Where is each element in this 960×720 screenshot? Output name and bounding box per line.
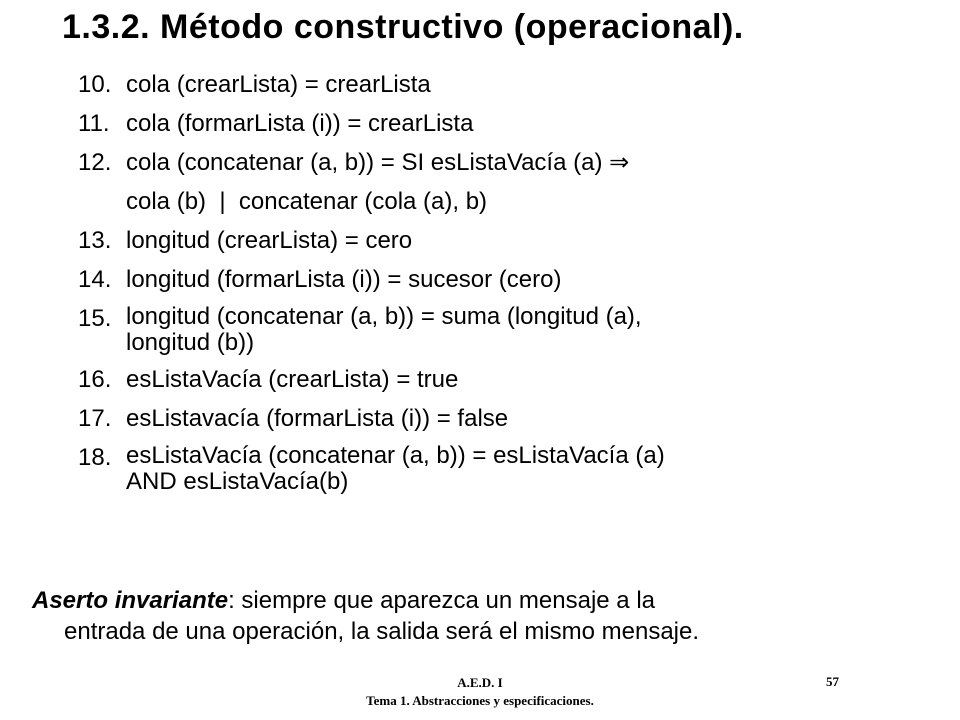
rule-text: cola (formarLista (i)) = crearLista: [126, 110, 474, 137]
aserto-line1: siempre que aparezca un mensaje a la: [234, 587, 655, 614]
rules-list: [78, 70, 938, 504]
rule-text: cola (concatenar (a, b)) = SI esListaVacía (a) ⇒: [126, 149, 630, 176]
rule-15: [78, 304, 938, 356]
rule-number: 12.: [78, 149, 112, 176]
rule-number: 13.: [78, 227, 112, 254]
rule-18: [78, 443, 938, 495]
rule-number: 17.: [78, 405, 112, 432]
rule-11: [78, 109, 938, 139]
rule-13: [78, 226, 938, 256]
rule-text: [126, 443, 938, 495]
rule-text-line: AND esListaVacía(b): [126, 468, 349, 495]
rule-text-line: longitud (b)): [126, 329, 255, 356]
aserto-colon: :: [228, 587, 235, 614]
rule-17: [78, 404, 938, 434]
rule-14: [78, 265, 938, 295]
rule-number: 14.: [78, 266, 112, 293]
footer-course: A.E.D. I: [457, 675, 503, 690]
footer: [300, 674, 660, 710]
rule-number: 18.: [78, 444, 112, 471]
slide-title: 1.3.2. Método constructivo (operacional).: [62, 8, 744, 46]
aserto-line2: entrada de una operación, la salida será el mismo mensaje.: [64, 618, 700, 645]
rule-number: 10.: [78, 71, 112, 98]
rule-text-line: esListaVacía (concatenar (a, b)) = esListaVacía (a): [126, 442, 665, 469]
rule-number: 15.: [78, 305, 112, 332]
rule-text: esListavacía (formarLista (i)) = false: [126, 405, 509, 432]
rule-text: esListaVacía (crearLista) = true: [126, 366, 459, 393]
aserto-label: Aserto invariante: [32, 587, 229, 614]
rule-text: longitud (crearLista) = cero: [126, 227, 413, 254]
rule-text: longitud (formarLista (i)) = sucesor (cero): [126, 266, 562, 293]
rule-text-line: longitud (concatenar (a, b)) = suma (longitud (a),: [126, 303, 642, 330]
rule-number: 16.: [78, 366, 112, 393]
page-number: 57: [826, 674, 839, 689]
rule-text: [126, 304, 938, 356]
rule-12-continuation: cola (b) | concatenar (cola (a), b): [126, 188, 488, 215]
aserto-invariante-paragraph: [32, 585, 932, 647]
rule-10: [78, 70, 938, 100]
rule-16: [78, 365, 938, 395]
footer-topic: Tema 1. Abstracciones y especificaciones.: [366, 693, 594, 708]
rule-12: [78, 148, 938, 178]
rule-text: cola (crearLista) = crearLista: [126, 71, 431, 98]
rule-number: 11.: [78, 110, 110, 137]
